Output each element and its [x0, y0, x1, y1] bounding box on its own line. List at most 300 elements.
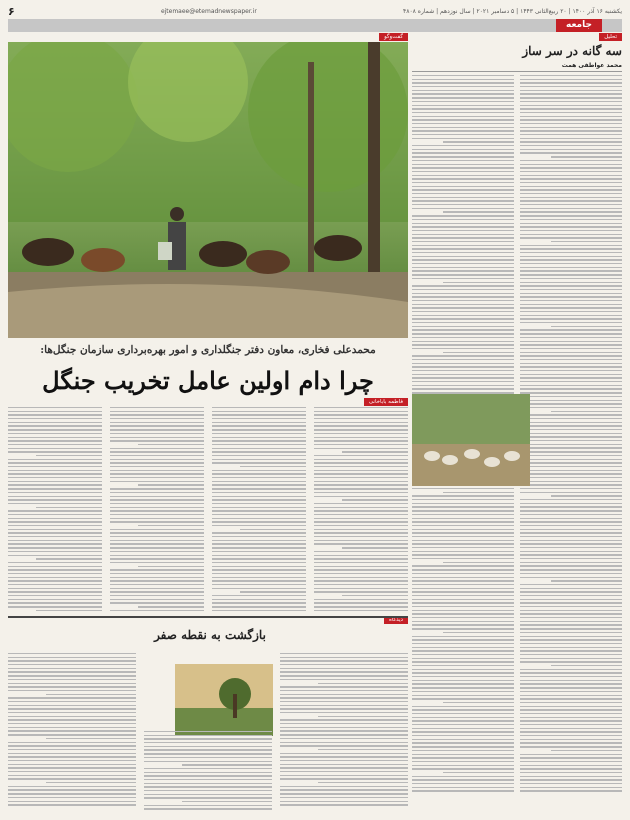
text-line [8, 551, 102, 552]
text-line [412, 757, 514, 758]
text-line [412, 606, 514, 607]
text-line [110, 411, 204, 412]
text-line [412, 499, 514, 500]
text-line [412, 127, 514, 128]
text-line [412, 363, 514, 364]
text-line [412, 252, 514, 253]
text-line [110, 580, 204, 581]
text-line [8, 734, 136, 735]
text-line [314, 473, 408, 474]
text-line [443, 141, 514, 142]
text-line [8, 521, 102, 522]
text-line [520, 211, 622, 212]
text-line [412, 359, 514, 360]
text-line [520, 506, 622, 507]
text-line [110, 588, 204, 589]
text-line [144, 797, 272, 798]
text-line [314, 429, 408, 430]
text-line [46, 738, 136, 739]
text-line [412, 307, 514, 308]
text-line [412, 691, 514, 692]
text-line [412, 768, 514, 769]
text-line [314, 507, 408, 508]
text-line [412, 366, 514, 367]
text-line [314, 573, 408, 574]
text-line [8, 580, 102, 581]
text-line [520, 75, 622, 76]
text-line [212, 459, 306, 460]
text-line [280, 767, 408, 768]
text-line [520, 470, 622, 471]
text-line [520, 768, 622, 769]
text-line [8, 588, 102, 589]
text-line [443, 632, 514, 633]
text-line [443, 562, 514, 563]
text-line [412, 790, 514, 791]
text-line [412, 680, 514, 681]
text-line [520, 783, 622, 784]
text-line [520, 293, 622, 294]
text-line [520, 355, 622, 356]
text-line [412, 341, 514, 342]
text-line [212, 547, 306, 548]
text-line [412, 189, 514, 190]
text-line [110, 425, 204, 426]
text-line [412, 518, 514, 519]
text-line [240, 466, 306, 467]
text-line [8, 671, 136, 672]
text-line [110, 414, 204, 415]
text-line [110, 529, 204, 530]
text-line [212, 418, 306, 419]
text-line [520, 499, 622, 500]
text-line [520, 676, 622, 677]
text-line [520, 687, 622, 688]
text-line [8, 712, 136, 713]
text-line [8, 801, 136, 802]
text-line [412, 344, 514, 345]
text-line [212, 510, 306, 511]
article-headline: چرا دام اولین عامل تخریب جنگل [42, 366, 374, 395]
text-line [520, 267, 622, 268]
text-line [520, 333, 622, 334]
text-line [314, 448, 408, 449]
text-line [36, 507, 102, 508]
text-line [212, 437, 306, 438]
text-line [412, 746, 514, 747]
text-line [412, 602, 514, 603]
text-line [212, 562, 306, 563]
text-line [412, 293, 514, 294]
text-line [520, 403, 622, 404]
text-line [520, 436, 622, 437]
text-line [520, 691, 622, 692]
text-line [520, 130, 622, 131]
text-line [520, 418, 622, 419]
text-line [8, 481, 102, 482]
text-line [8, 437, 102, 438]
text-line [412, 514, 514, 515]
text-line [412, 245, 514, 246]
text-line [412, 621, 514, 622]
text-line [412, 145, 514, 146]
text-line [8, 569, 102, 570]
text-line [314, 602, 408, 603]
text-line [212, 602, 306, 603]
text-line [520, 127, 622, 128]
text-line [520, 728, 622, 729]
text-line [520, 429, 622, 430]
text-line [412, 237, 514, 238]
text-line [314, 492, 408, 493]
text-line [412, 75, 514, 76]
text-line [412, 167, 514, 168]
text-line [551, 156, 622, 157]
text-line [8, 660, 136, 661]
text-line [212, 610, 306, 611]
text-line [280, 786, 408, 787]
text-line [280, 797, 408, 798]
text-line [520, 790, 622, 791]
text-line [412, 337, 514, 338]
main-photo [8, 42, 408, 338]
text-line [520, 569, 622, 570]
text-line [314, 440, 408, 441]
text-line [110, 599, 204, 600]
text-line [443, 702, 514, 703]
text-line [520, 219, 622, 220]
text-line [520, 226, 622, 227]
text-line [144, 794, 272, 795]
text-line [212, 536, 306, 537]
text-line [520, 606, 622, 607]
text-line [280, 679, 408, 680]
text-line [8, 591, 102, 592]
text-line [8, 804, 136, 805]
text-line [520, 680, 622, 681]
text-line [314, 566, 408, 567]
text-line [412, 776, 514, 777]
text-line [520, 669, 622, 670]
text-line [412, 108, 514, 109]
text-line [212, 448, 306, 449]
text-line [412, 735, 514, 736]
text-line [520, 731, 622, 732]
text-line [520, 189, 622, 190]
text-line [280, 745, 408, 746]
right-article-title: سه گانه در سر ساز [522, 44, 622, 58]
text-line [412, 374, 514, 375]
text-line [520, 385, 622, 386]
text-line [8, 756, 136, 757]
text-line [110, 551, 204, 552]
text-line [520, 134, 622, 135]
text-line [520, 245, 622, 246]
text-line [412, 101, 514, 102]
text-line [412, 134, 514, 135]
text-line [412, 761, 514, 762]
text-line [212, 429, 306, 430]
text-line [8, 775, 136, 776]
text-line [8, 547, 102, 548]
text-line [520, 757, 622, 758]
text-line [280, 727, 408, 728]
text-line [280, 660, 408, 661]
text-line [520, 717, 622, 718]
text-line [110, 499, 204, 500]
text-line [412, 322, 514, 323]
text-line [551, 750, 622, 751]
text-line [520, 197, 622, 198]
text-line [212, 451, 306, 452]
text-line [314, 540, 408, 541]
text-line [520, 447, 622, 448]
text-line [314, 543, 408, 544]
text-line [212, 433, 306, 434]
text-line [412, 577, 514, 578]
text-line [280, 668, 408, 669]
author-tag: فاطمه باباخانی [364, 398, 408, 406]
text-line [520, 595, 622, 596]
text-line [212, 525, 306, 526]
text-line [8, 466, 102, 467]
text-line [520, 643, 622, 644]
text-line [8, 496, 102, 497]
text-line [551, 665, 622, 666]
text-line [412, 130, 514, 131]
page-header [8, 4, 622, 18]
text-line [314, 488, 408, 489]
text-line [212, 503, 306, 504]
text-line [8, 705, 136, 706]
text-line [8, 425, 102, 426]
text-line [8, 797, 136, 798]
text-line [520, 407, 622, 408]
text-line [212, 595, 306, 596]
text-line [212, 580, 306, 581]
text-line [520, 529, 622, 530]
text-line [144, 738, 272, 739]
text-line [314, 481, 408, 482]
text-line [212, 532, 306, 533]
text-line [144, 768, 272, 769]
text-line [520, 754, 622, 755]
text-line [8, 477, 102, 478]
text-line [8, 719, 136, 720]
text-line [314, 584, 408, 585]
text-line [520, 359, 622, 360]
text-line [8, 764, 136, 765]
text-line [314, 411, 408, 412]
text-line [138, 566, 204, 567]
text-line [520, 477, 622, 478]
text-line [412, 377, 514, 378]
text-line [212, 518, 306, 519]
text-line [520, 779, 622, 780]
text-line [520, 274, 622, 275]
text-line [110, 540, 204, 541]
text-line [520, 263, 622, 264]
section-band [8, 19, 622, 32]
text-line [8, 701, 136, 702]
email[interactable]: ejtemaee@etemadnewspaper.ir [160, 7, 257, 15]
text-line [144, 735, 272, 736]
text-line [8, 488, 102, 489]
text-line [412, 683, 514, 684]
text-line [520, 628, 622, 629]
text-line [144, 761, 272, 762]
text-line [110, 573, 204, 574]
text-line [520, 152, 622, 153]
text-line [182, 764, 272, 765]
text-line [412, 274, 514, 275]
text-line [412, 263, 514, 264]
text-line [412, 724, 514, 725]
text-line [110, 433, 204, 434]
text-line [318, 716, 408, 717]
text-line [520, 370, 622, 371]
text-line [212, 455, 306, 456]
text-line [412, 289, 514, 290]
text-line [412, 79, 514, 80]
text-line [314, 444, 408, 445]
text-line [314, 425, 408, 426]
text-line [412, 669, 514, 670]
text-line [520, 481, 622, 482]
text-line [412, 226, 514, 227]
text-line [412, 248, 514, 249]
text-line [36, 558, 102, 559]
text-line [412, 565, 514, 566]
text-line [412, 783, 514, 784]
text-line [412, 569, 514, 570]
text-line [520, 377, 622, 378]
text-line [520, 248, 622, 249]
text-line [36, 610, 102, 611]
text-line [110, 547, 204, 548]
text-line [520, 698, 622, 699]
text-line [314, 577, 408, 578]
text-line [412, 112, 514, 113]
text-line [412, 540, 514, 541]
text-line [520, 772, 622, 773]
text-line [520, 444, 622, 445]
text-line [280, 708, 408, 709]
text-line [8, 407, 102, 408]
text-line [412, 717, 514, 718]
text-line [412, 97, 514, 98]
text-line [520, 518, 622, 519]
article-body [8, 404, 408, 614]
text-line [520, 307, 622, 308]
text-line [46, 694, 136, 695]
text-line [412, 636, 514, 637]
text-line [314, 536, 408, 537]
text-line [520, 706, 622, 707]
text-line [110, 418, 204, 419]
text-line [280, 705, 408, 706]
text-line [212, 577, 306, 578]
text-line [8, 599, 102, 600]
text-line [412, 241, 514, 242]
text-line [520, 776, 622, 777]
text-line [520, 270, 622, 271]
text-line [412, 595, 514, 596]
text-line [551, 411, 622, 412]
text-line [36, 455, 102, 456]
text-line [342, 451, 408, 452]
text-line [318, 683, 408, 684]
text-line [314, 484, 408, 485]
text-line [8, 462, 102, 463]
bottom-article-body [8, 650, 408, 812]
text-line [280, 657, 408, 658]
text-line [412, 193, 514, 194]
text-line [412, 370, 514, 371]
text-line [144, 783, 272, 784]
text-line [110, 470, 204, 471]
text-line [520, 164, 622, 165]
text-line [8, 742, 136, 743]
text-line [110, 536, 204, 537]
text-line [314, 422, 408, 423]
text-line [8, 418, 102, 419]
text-line [443, 211, 514, 212]
text-line [212, 477, 306, 478]
right-tag: تحلیل [599, 33, 622, 41]
text-line [144, 775, 272, 776]
text-line [412, 551, 514, 552]
text-line [212, 514, 306, 515]
text-line [8, 723, 136, 724]
text-line [110, 429, 204, 430]
text-line [212, 488, 306, 489]
text-line [280, 671, 408, 672]
text-line [8, 429, 102, 430]
text-line [144, 742, 272, 743]
text-line [212, 492, 306, 493]
text-line [8, 753, 136, 754]
text-line [8, 444, 102, 445]
text-line [8, 653, 136, 654]
text-line [520, 337, 622, 338]
text-line [8, 602, 102, 603]
text-line [412, 259, 514, 260]
text-line [412, 613, 514, 614]
text-line [144, 786, 272, 787]
text-line [8, 422, 102, 423]
text-line [520, 724, 622, 725]
text-line [110, 558, 204, 559]
text-line [280, 719, 408, 720]
text-line [110, 451, 204, 452]
text-line [412, 554, 514, 555]
text-line [212, 470, 306, 471]
text-line [412, 152, 514, 153]
text-line [110, 503, 204, 504]
text-line [412, 532, 514, 533]
text-line [412, 156, 514, 157]
text-line [412, 672, 514, 673]
text-line [412, 381, 514, 382]
text-line [412, 119, 514, 120]
text-line [412, 588, 514, 589]
text-line [520, 613, 622, 614]
text-line [314, 510, 408, 511]
text-line [412, 285, 514, 286]
text-line [8, 492, 102, 493]
text-line [520, 658, 622, 659]
